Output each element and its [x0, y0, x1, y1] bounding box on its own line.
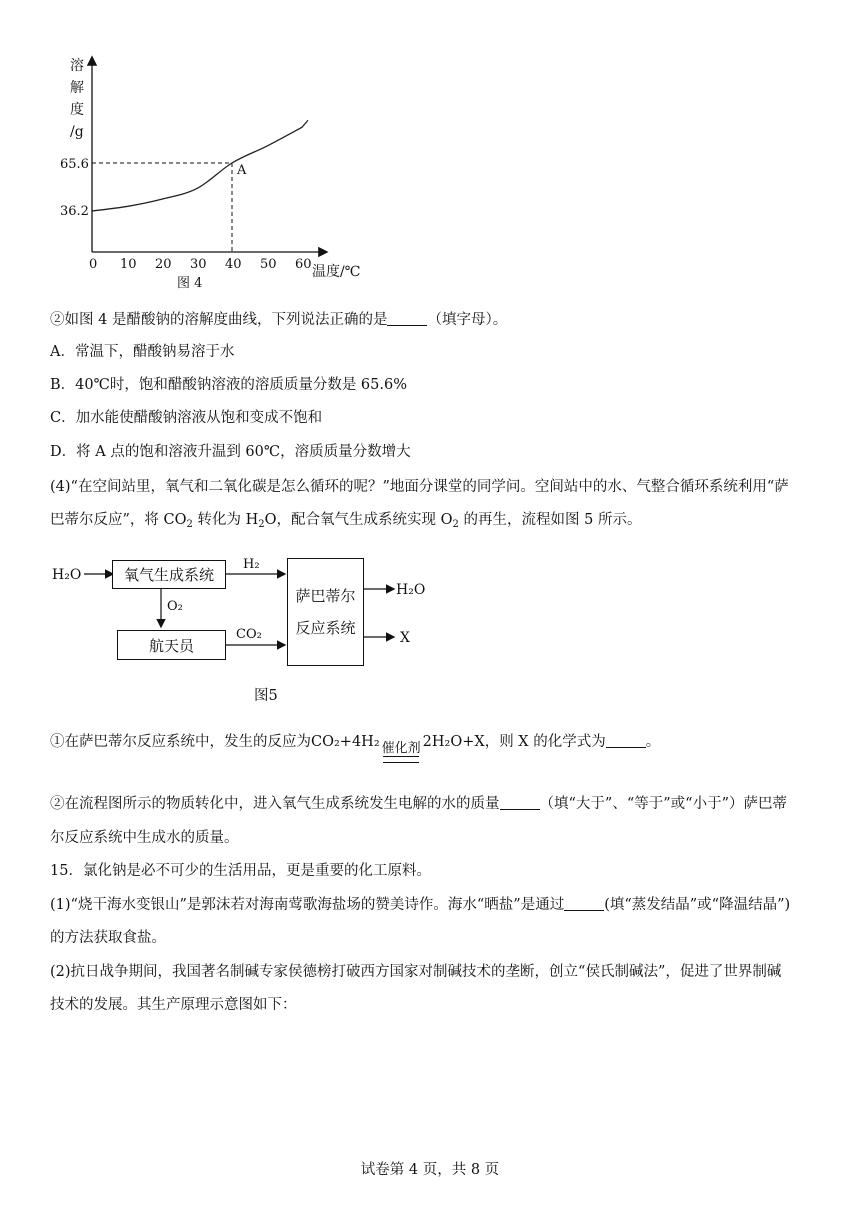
reactants: CO₂+4H₂: [311, 734, 380, 750]
xlabel: 温度/℃: [312, 264, 361, 280]
input-h2o: H₂O: [52, 567, 82, 583]
q4-1-suffix: ，则 X 的化学式为: [484, 734, 606, 750]
q4-line2-d: 的再生，流程如图 5 所示。: [458, 512, 642, 528]
xtick-20: 20: [155, 257, 172, 272]
q15-title: 15．氯化钠是必不可少的生活用品，更是重要的化工原料。: [50, 863, 431, 879]
oxygen-generation-box: 氧气生成系统: [112, 560, 226, 589]
figure5-caption: 图5: [254, 688, 278, 704]
sabatier-line1: 萨巴蒂尔: [295, 587, 356, 605]
xtick-50: 50: [260, 257, 277, 272]
products: 2H₂O+X: [422, 734, 485, 750]
q4-line2-b: 转化为 H: [192, 512, 259, 528]
q15-p1-tail: (填“蒸发结晶”或“降温结晶”): [604, 897, 791, 913]
point-a-label: A: [237, 163, 247, 178]
xtick-0: 0: [89, 257, 98, 272]
astronaut-box: 航天员: [117, 630, 226, 660]
ylabel-char-2: 解: [70, 80, 84, 96]
q2-stem: [50, 310, 507, 330]
option-b: B．40℃时，饱和醋酸钠溶液的溶质质量分数是 65.6%: [50, 377, 407, 393]
q4-1-prefix: ①在萨巴蒂尔反应系统中，发生的反应为: [50, 734, 311, 750]
xtick-60: 60: [295, 257, 312, 272]
xtick-10: 10: [120, 257, 137, 272]
x-tick-labels: [89, 257, 312, 272]
output-x: X: [400, 630, 410, 646]
q4-line2: 巴蒂尔反应”，将 $CO_2$ 转化为 $H_2O$，配合氧气生成系统实现 $O_2$ 的再生，流程如图 5 所示。: [50, 512, 642, 530]
q15-p2-line2: 技术的发展。其生产原理示意图如下：: [50, 997, 297, 1013]
answer-blank[interactable]: [500, 795, 540, 810]
sabatier-line2: 反应系统: [295, 619, 356, 637]
label-o2: O₂: [167, 599, 183, 614]
q4-1-end: 。: [645, 734, 661, 750]
solubility-curve: [92, 120, 308, 211]
q4-line1: (4)“在空间站里，氧气和二氧化碳是怎么循环的呢？”地面分课堂的同学问。空间站中的水、气整合循环系统利用“萨: [50, 479, 789, 495]
q4-1-line: [50, 732, 660, 763]
label-co2: CO₂: [236, 627, 262, 642]
catalyst-condition: [382, 742, 421, 763]
xtick-30: 30: [190, 257, 207, 272]
label-h2: H₂: [243, 557, 260, 572]
q15-p1-line1: [50, 895, 790, 915]
q4-2-line2: 尔反应系统中生成水的质量。: [50, 830, 239, 846]
q2-stem-tail: （填字母）。: [427, 312, 508, 328]
q4-line2-c: O，配合氧气生成系统实现 O: [264, 512, 453, 528]
q4-2-line1: [50, 794, 787, 814]
page-footer: 试卷第 4 页，共 8 页: [360, 1162, 500, 1178]
answer-blank[interactable]: [606, 733, 646, 748]
catalyst-label: 催化剂: [381, 741, 421, 756]
ytick-65-6: 65.6: [60, 157, 89, 172]
q15-p1-line2: 的方法获取食盐。: [50, 930, 166, 946]
sabatier-box: [287, 558, 364, 666]
xtick-40: 40: [225, 257, 242, 272]
solubility-chart: [50, 50, 370, 290]
figure4-caption: 图 4: [177, 276, 203, 290]
output-h2o: H₂O: [396, 582, 426, 598]
ylabel-char-4: /g: [70, 124, 84, 140]
answer-blank[interactable]: [564, 896, 604, 911]
ylabel-char-3: 度: [70, 102, 84, 118]
option-d: D．将 A 点的饱和溶液升温到 60℃，溶质质量分数增大: [50, 444, 411, 460]
q4-2-tail: （填“大于”、“等于”或“小于”）萨巴蒂: [539, 796, 787, 812]
q2-stem-text: ②如图 4 是醋酸钠的溶解度曲线，下列说法正确的是: [50, 312, 388, 328]
q4-line2-a: 巴蒂尔反应”，将 CO: [50, 512, 187, 528]
answer-blank[interactable]: [387, 311, 427, 326]
q15-p2-line1: (2)抗日战争期间，我国著名制碱专家侯德榜打破西方国家对制碱技术的垄断，创立“侯氏制碱法”，促进了世界制碱: [50, 964, 782, 980]
figure5-diagram: [50, 550, 450, 710]
q4-2-text: ②在流程图所示的物质转化中，进入氧气生成系统发生电解的水的质量: [50, 796, 500, 812]
ylabel-char-1: 溶: [70, 58, 84, 74]
ytick-36-2: 36.2: [60, 204, 89, 219]
option-c: C．加水能使醋酸钠溶液从饱和变成不饱和: [50, 410, 323, 426]
option-a: A．常温下，醋酸钠易溶于水: [50, 344, 235, 360]
q15-p1-text: (1)“烧干海水变银山”是郭沫若对海南莺歌海盐场的赞美诗作。海水“晒盐”是通过: [50, 897, 565, 913]
